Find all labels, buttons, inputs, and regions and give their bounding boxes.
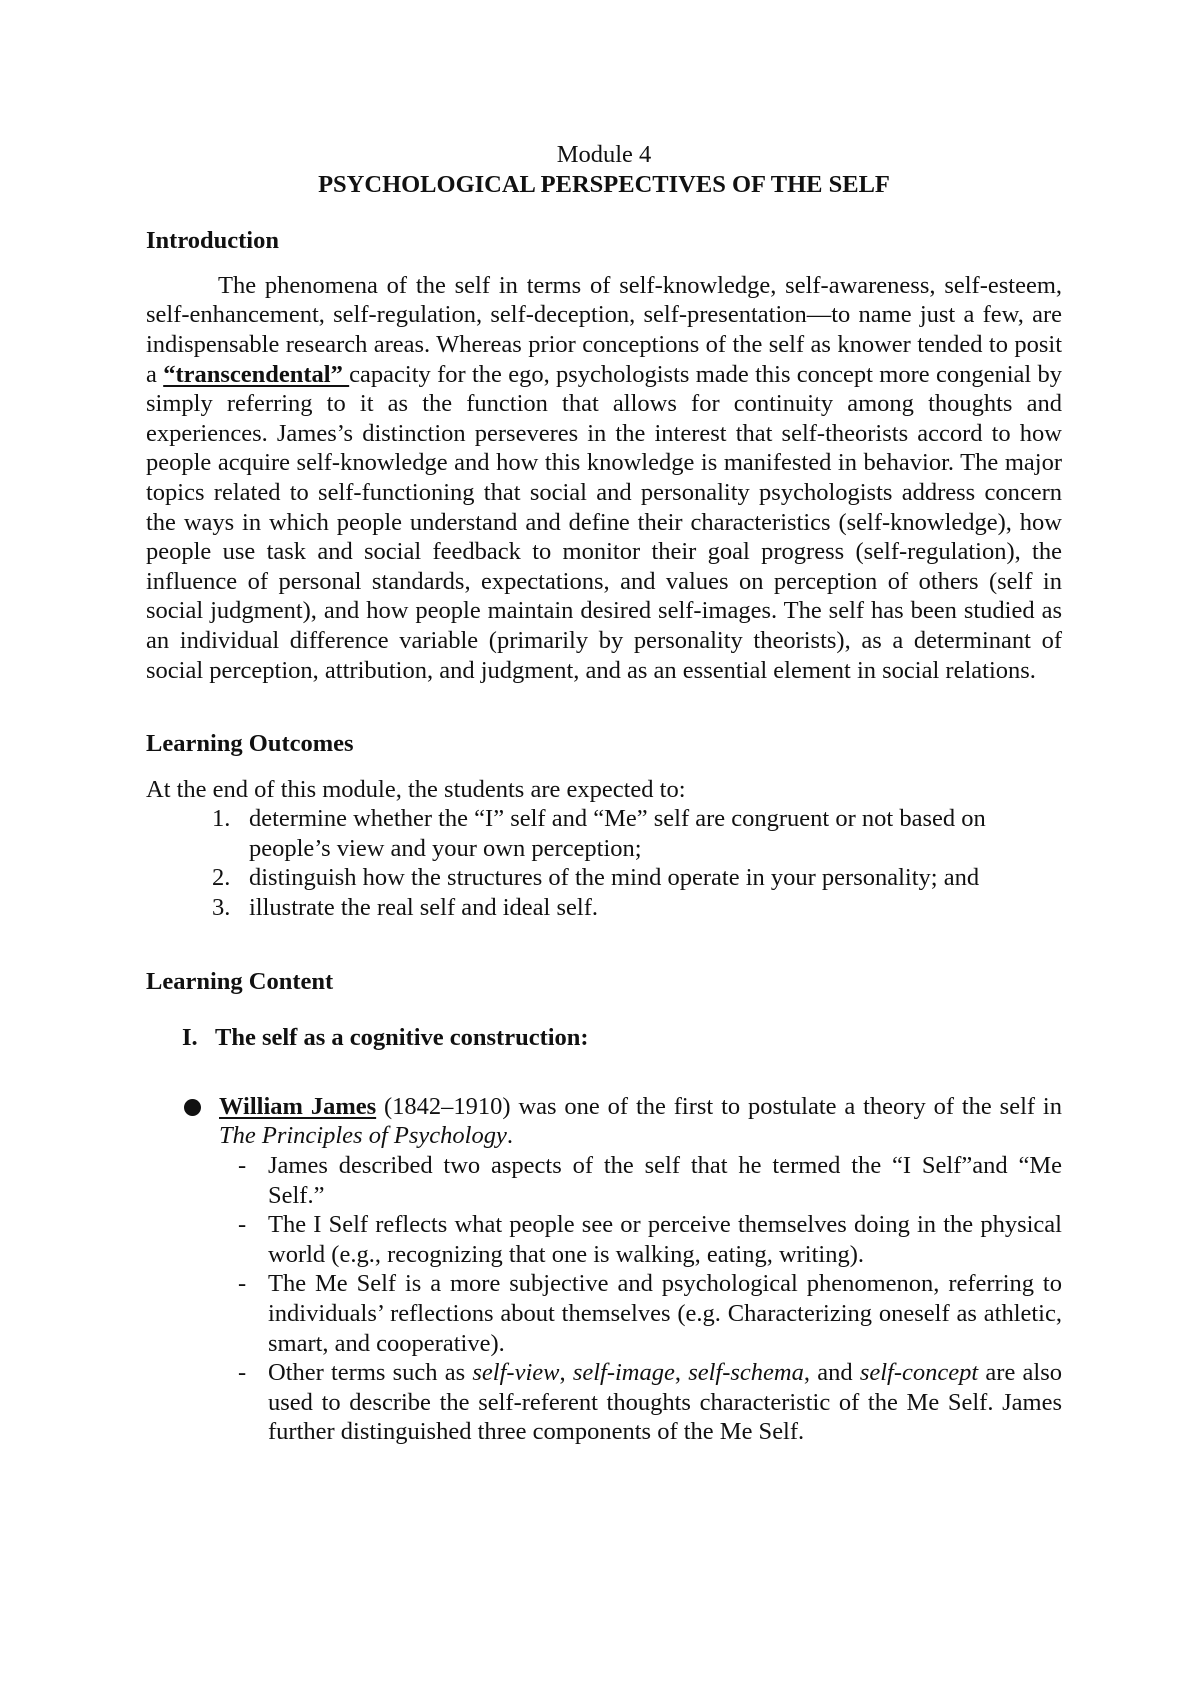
dash-text: The I Self reflects what people see or perceive themselves doing in the physical world (e.g., recognizing that one is walking, eating, writing). (268, 1211, 1062, 1268)
dash-text: James described two aspects of the self that he termed the “I Self”and “Me Self.” (268, 1152, 1062, 1209)
document-page (146, 140, 1062, 1447)
learning-outcomes-heading: Learning Outcomes (146, 730, 354, 758)
outcome-number: 3. (212, 894, 231, 922)
dash-item (219, 1210, 1062, 1269)
bullet-text-start: (1842–1910) was one of the first to postulate a theory of the self in (376, 1092, 1062, 1120)
term-self-schema: self-schema (688, 1359, 804, 1387)
outcome-text: distinguish how the structures of the mind operate in your personality; and (249, 864, 980, 892)
william-james-name: William James (219, 1092, 377, 1120)
dash-separator: , (559, 1359, 573, 1387)
module-title: PSYCHOLOGICAL PERSPECTIVES OF THE SELF (318, 170, 890, 198)
term-self-view: self-view (472, 1359, 560, 1387)
james-dash-list (219, 1151, 1062, 1447)
section-heading (146, 1023, 1062, 1053)
intro-text-end: capacity for the ego, psychologists made this concept more congenial by simply referring to it as the function that allows for continuity among thoughts and experiences. James’s distinction perseveres in the interest that self-theorists accord to how people acquire self-knowledge and how this knowledge is manifested in behavior. The major topics related to self-functioning that social and personality psychologists address concern the ways in which people understand and define their characteristics (self-knowledge), how people use task and social feedback to monitor their goal progress (self-regulation), the influence of personal standards, expectations, and values on perception of others (self in social judgment), and how people maintain desired self-images. The self has been studied as an individual difference variable (primarily by personality theorists), as a determinant of social perception, attribution, and judgment, and as an essential element in social relations. (146, 360, 1063, 684)
module-label: Module 4 (556, 141, 652, 168)
dash-text-end: are also used to describe the self-referent thoughts characteristic of the Me Self. James further distinguished three components of the Me Self. (268, 1359, 1063, 1446)
dash-marker: - (238, 1270, 247, 1298)
learning-outcomes-list (146, 804, 1062, 922)
william-james-bullet (146, 1092, 1062, 1447)
outcome-item (146, 804, 1062, 863)
book-title: The Principles of Psychology (219, 1122, 507, 1150)
bullet-text-end: . (506, 1122, 513, 1150)
intro-text-start: The phenomena of the self in terms of self-knowledge, self-awareness, self-esteem, self-enhancement, self-regulation, self-deception, self-presentation—to name just a few, are indispensable research areas. Whereas prior conceptions of the self as knower tended to posit a (146, 271, 1062, 388)
dash-marker: - (238, 1211, 247, 1239)
outcome-item (146, 863, 1062, 893)
transcendental-term: “transcendental” (163, 360, 350, 388)
section-title: The self as a cognitive construction: (215, 1024, 589, 1052)
dash-separator: , (674, 1359, 689, 1387)
introduction-heading: Introduction (146, 227, 279, 255)
dash-marker: - (238, 1359, 247, 1387)
dash-marker: - (238, 1152, 247, 1180)
outcome-item (146, 893, 1062, 923)
dash-text: The Me Self is a more subjective and psychological phenomenon, referring to individuals’ reflections about themselves (e.g. Characterizing oneself as athletic, smart, and cooperative). (268, 1270, 1062, 1357)
learning-content-heading: Learning Content (146, 967, 334, 995)
dash-item (219, 1269, 1062, 1358)
bullet-text (219, 1092, 1062, 1151)
dash-separator: , and (803, 1359, 860, 1387)
outcome-number: 1. (212, 805, 231, 833)
outcome-number: 2. (212, 864, 231, 892)
section-numeral: I. (182, 1024, 198, 1052)
outcome-text: illustrate the real self and ideal self. (249, 894, 598, 922)
dash-text: Other terms such as (268, 1359, 473, 1387)
dash-item (219, 1358, 1062, 1447)
learning-outcomes-lead: At the end of this module, the students are expected to: (146, 775, 686, 803)
outcome-text: determine whether the “I” self and “Me” self are congruent or not based on people’s view and your own perception; (249, 805, 986, 862)
dash-item (219, 1151, 1062, 1210)
term-self-concept: self-concept (859, 1359, 979, 1387)
term-self-image: self-image (572, 1359, 675, 1387)
introduction-paragraph (146, 271, 1062, 685)
bullet-dot-icon (184, 1099, 201, 1116)
